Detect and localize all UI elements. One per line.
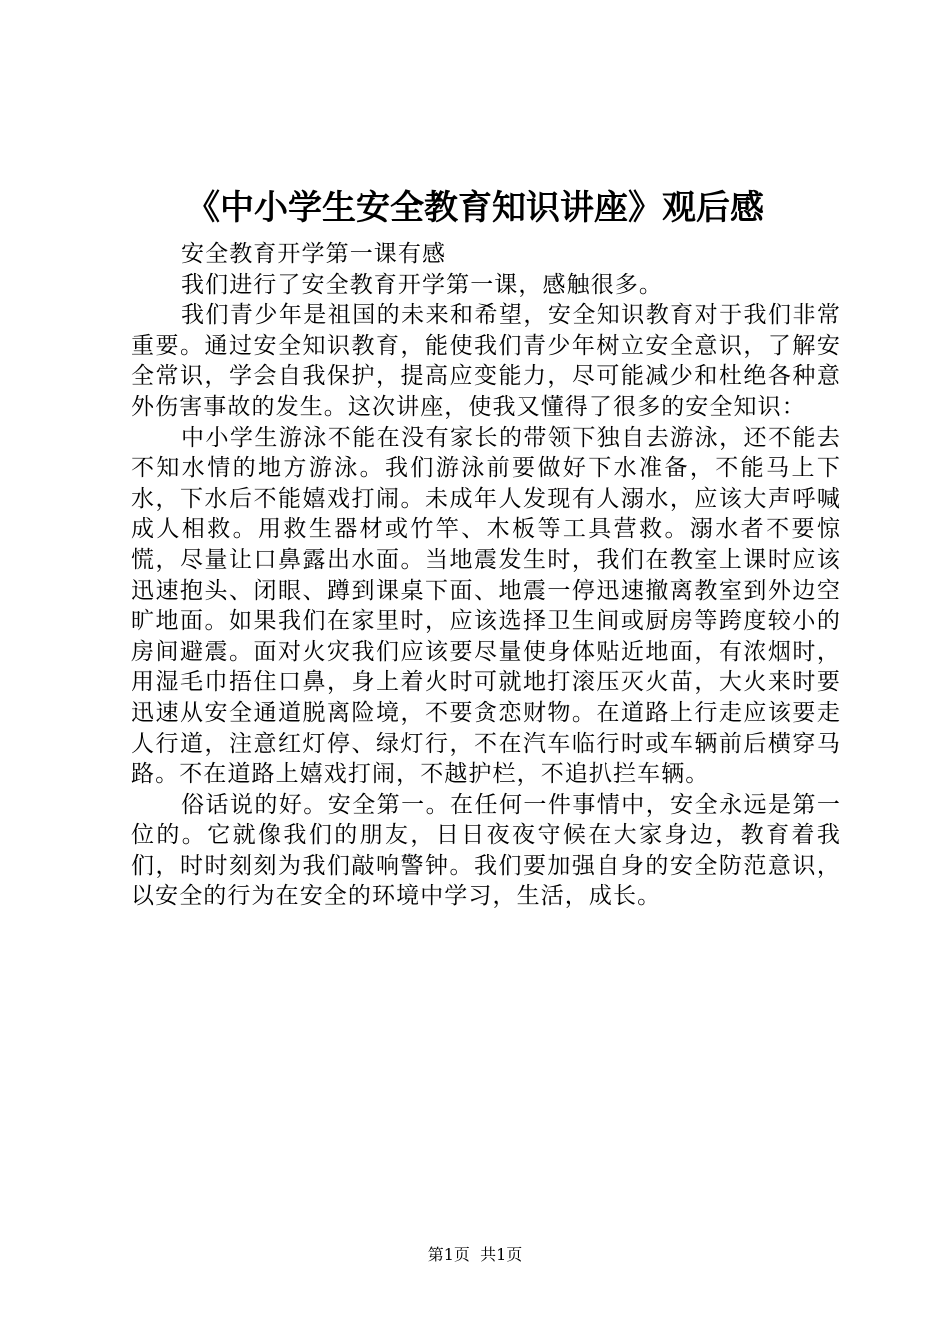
- paragraph-safety-knowledge: 中小学生游泳不能在没有家长的带领下独自去游泳，还不能去不知水情的地方游泳。我们游泳前要做好下水准备，不能马上下水，下水后不能嬉戏打闹。未成年人发现有人溺水，应该大声呼喊成人相救。用救生器材或竹竿、木板等工具营救。溺水者不要惊慌，尽量让口鼻露出水面。当地震发生时，我们在教室上课时应该迅速抱头、闭眼、蹲到课桌下面、地震一停迅速撤离教室到外边空旷地面。如果我们在家里时，应该选择卫生间或厨房等跨度较小的房间避震。面对火灾我们应该要尽量使身体贴近地面，有浓烟时，用湿毛巾捂住口鼻，身上着火时可就地打滚压灭火苗，大火来时要迅速从安全通道脱离险境，不要贪恋财物。在道路上行走应该要走人行道，注意红灯停、绿灯行，不在汽车临行时或车辆前后横穿马路。不在道路上嬉戏打闹，不越护栏，不追扒拦车辆。: [131, 424, 841, 788]
- page-number: 第1页: [427, 1245, 470, 1264]
- paragraph-subtitle: 安全教育开学第一课有感: [181, 241, 447, 267]
- paragraph-conclusion: 俗话说的好。安全第一。在任何一件事情中，安全永远是第一位的。它就像我们的朋友，日日夜夜守候在大家身边，教育着我们，时时刻刻为我们敲响警钟。我们要加强自身的安全防范意识，以安全的行为在安全的环境中学习，生活，成长。: [131, 791, 841, 910]
- page-footer: [0, 1243, 950, 1267]
- page-total: 共1页: [480, 1245, 523, 1264]
- document-body: [131, 239, 841, 912]
- paragraph-importance: 我们青少年是祖国的未来和希望，安全知识教育对于我们非常重要。通过安全知识教育，能使我们青少年树立安全意识，了解安全常识，学会自我保护，提高应变能力，尽可能减少和杜绝各种意外伤害事故的发生。这次讲座，使我又懂得了很多的安全知识：: [131, 302, 841, 420]
- paragraph-intro: 我们进行了安全教育开学第一课，感触很多。: [181, 271, 663, 298]
- document-title: 《中小学生安全教育知识讲座》观后感: [186, 188, 764, 228]
